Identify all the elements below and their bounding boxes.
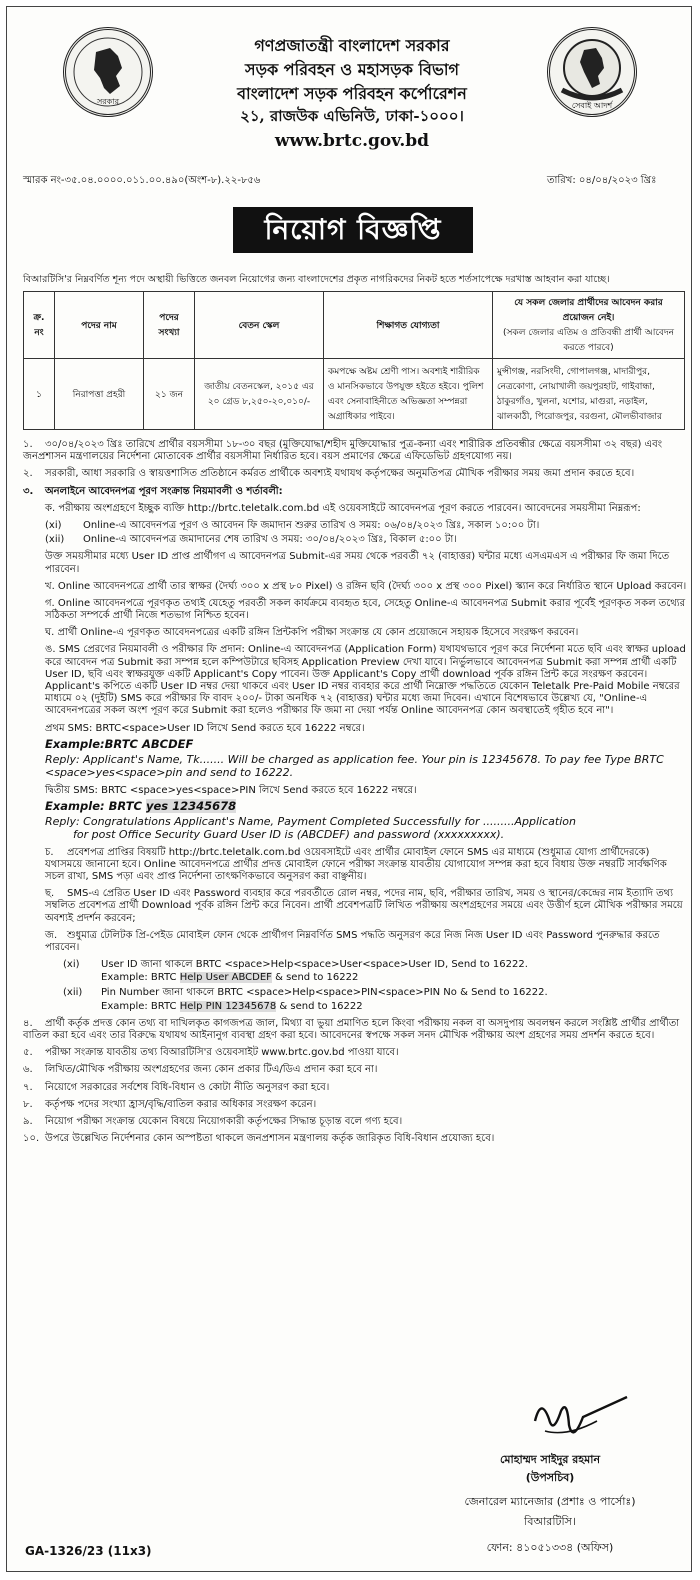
table-row (24, 359, 685, 430)
cell-post: নিরাপত্তা প্রহরী (55, 359, 144, 430)
memo-reference: স্মারক নং-৩৫.০৪.০০০০.০১১.০০.৪৯০(অংশ-৮).২২-৮৫৬ (23, 175, 261, 186)
th-qualification: শিক্ষাগত যোগ্যতা (324, 292, 493, 359)
th-post: পদের নাম (55, 292, 144, 359)
condition-text: নিয়োগে সরকারের সর্বশেষ বিধি-বিধান ও কোটা নীতি অনুসরণ করা হবে। (45, 1081, 330, 1093)
example-highlight: Help PIN 12345678 (179, 1000, 277, 1012)
rule-text: শুধুমাত্র টেলিটক প্রি-পেইড মোবাইল ফোন থেকে প্রার্থীগণ নিম্নবর্ণিত SMS পদ্ধতি অনুসরণ করে নিজ নিজ User ID এবং Password পুনরুদ্ধার করতে পারবেন। (45, 929, 660, 953)
example-first: Example:BRTC ABCDEF (45, 736, 194, 751)
recovery-xi (23, 959, 687, 971)
condition-text: প্রার্থী কর্তৃক প্রদত্ত কোন তথ্য বা দাখিলকৃত কাগজপত্র জাল, মিথ্যা বা ভুয়া প্রমাণিত হলে কিংবা পরীক্ষায় নকল বা অসদুপায় অবলম্বন করলে সংশ্লিষ্ট প্রার্থীর প্রার্থীতা বাতিল করা হবে এবং তার বিরুদ্ধে যথাযথ আইনানুগ ব্যবস্থা গ্রহণ করা হবে। আবেদনের স্বপক্ষে সকল সনদ মৌখিক পরীক্ষায় অংশ গ্রহণের সময় প্রদর্শন করতে হবে। (23, 1017, 680, 1042)
condition-number: ৮. (23, 1098, 33, 1110)
rule-b: খ. Online আবেদনপত্রে প্রার্থী তার স্বাক্ষর (দৈর্ঘ্য ৩০০ x প্রস্থ ৮০ Pixel) ও রঙ্গিন ছবি (দৈর্ঘ্য ৩০০ x প্রস্থ ৩০০ Pixel) স্ক্যান করে নির্ধারিত স্থানে Upload করবেন। (45, 580, 687, 592)
header-address: ২১, রাজউক এভিনিউ, ঢাকা-১০০০। (240, 107, 464, 125)
example-label: Example: BRTC (45, 798, 146, 813)
roman-number: (xi) (45, 519, 62, 531)
memo-date: তারিখ: ০৪/০৪/২০২৩ খ্রিঃ (547, 175, 657, 186)
rule-a-xii (23, 534, 687, 546)
condition-7 (23, 1082, 687, 1094)
condition-1 (23, 439, 687, 463)
condition-number: ৪. (23, 1017, 33, 1029)
example-label: Example: BRTC (101, 1000, 180, 1012)
condition-number: ৯. (23, 1115, 33, 1127)
th-serial: ক্র. নং (24, 292, 55, 359)
condition-text: লিখিত/মৌখিক পরীক্ষায় অংশগ্রহণের জন্য কোন প্রকার টিএ/ডিএ প্রদান করা হবে না। (45, 1064, 378, 1076)
condition-4 (23, 1018, 687, 1042)
th-districts (493, 292, 685, 359)
condition-3-title (23, 486, 687, 498)
condition-5 (23, 1047, 687, 1059)
table-header-row (24, 292, 685, 359)
conditions-body (23, 439, 687, 1150)
rule-text: Online-এ আবেদনপত্র জমাদানের শেষ তারিখ ও সময়: ৩০/০৪/২০২৩ খ্রিঃ, বিকাল ৫:০০ টা। (83, 534, 457, 546)
header-website: www.brtc.gov.bd (274, 131, 430, 151)
sms-second: দ্বিতীয় SMS: BRTC <space>yes<space>PIN লিখে Send করতে হবে 16222 নম্বরে। (45, 784, 417, 796)
posts-table (23, 291, 685, 430)
cell-scale: জাতীয় বেতনস্কেল, ২০১৫ এর ২০ গ্রেড ৮,২৫০-২০,০১০/- (195, 359, 324, 430)
condition-number: ১০. (23, 1133, 40, 1145)
rule-number: চ. (45, 846, 54, 858)
signatory-org: বিআরটিসি। (524, 1515, 576, 1528)
condition-6 (23, 1064, 687, 1076)
rule-number: ছ. (45, 888, 55, 900)
cell-districts: মুন্সীগঞ্জ, নরসিংদী, গোপালগঞ্জ, মাদারীপুর, নেত্রকোণা, নোয়াখালী জয়পুরহাট, গাইবান্ধা, ঠাকুরগাঁও, খুলনা, যশোর, মাগুরা, নড়াইল, ঝালকাঠী, পিরোজপুর, বরগুনা, মৌলভীবাজার (493, 359, 685, 430)
rule-chh (23, 888, 687, 925)
condition-text: উপরে উল্লেখিত নির্দেশনার কোন অস্পষ্টতা থাকলে জনপ্রশাসন মন্ত্রণালয় কর্তৃক জারিকৃত বিধি-বিধান প্রযোজ্য হবে। (45, 1133, 495, 1145)
signatory-designation: (উপসচিব) (525, 1471, 575, 1484)
condition-8 (23, 1099, 687, 1111)
signatory-name: মোহাম্মদ সাইদুর রহমান (499, 1453, 601, 1466)
th-count: পদের সংখ্যা (144, 292, 195, 359)
roman-number: (xii) (63, 987, 83, 999)
recovery-xi-example (23, 972, 687, 984)
reply-second: Reply: Congratulations Applicant's Name, Payment Completed Successfully for .........Application (45, 814, 576, 828)
header-division: সড়ক পরিবহন ও মহাসড়ক বিভাগ (245, 60, 459, 79)
rule-c: গ. Online আবেদনপত্রে পূরণকৃত তথ্যই যেহেতু পরবর্তী সকল কার্যক্রমে ব্যবহৃত হবে, সেহেতু Online-এ আবেদনপত্র Submit করার পূর্বেই পূরণকৃত সকল তথ্যের সঠিকতা সম্পর্কে প্রার্থী নিজে শতভাগ নিশ্চিত হবেন। (45, 597, 686, 622)
th-districts-note: (সকল জেলার এতিম ও প্রতিবন্ধী প্রার্থী আবেদন করতে পারবে) (502, 328, 675, 353)
job-circular-page (6, 6, 692, 1572)
cell-qualification: কমপক্ষে অষ্টম শ্রেণী পাস। অবশ্যই শারীরিক ও মানসিকভাবে উপযুক্ত হইতে হইবে। পুলিশ এবং সেনাবাহিনীতে অভিজ্ঞতা সম্পন্নরা অগ্রাধিকার পাইবে। (324, 359, 493, 430)
recovery-text: Pin Number জানা থাকলে BRTC <space>Help<space>PIN<space>PIN No & Send to 16222. (101, 987, 548, 999)
rule-a: ক. পরীক্ষায় অংশগ্রহণে ইচ্ছুক ব্যক্তি http://brtc.teletalk.com.bd এই ওয়েবসাইটে আবেদনপত্র পূরণ করতে পারবেন। আবেদনের সময়সীমা নিম্নরূপ: (45, 502, 641, 514)
recovery-xii (23, 987, 687, 999)
condition-text: সরকারী, আধা সরকারি ও স্বায়ত্তশাসিত প্রতিষ্ঠানে কর্মরত প্রার্থীকে অবশ্যই যথাযথ কর্তৃপক্ষের অনুমতিপত্র মৌখিক পরীক্ষার সময় জমা প্রদান করতে হবে। (45, 468, 635, 480)
example-highlight: Help User ABCDEF (179, 972, 272, 984)
rule-a-note: উক্ত সময়সীমার মধ্যে User ID প্রাপ্ত প্রার্থীগণ এ আবেদনপত্র Submit-এর সময় থেকে পরবর্তী ৭২ (বাহাত্তর) ঘন্টার মধ্যে এসএমএস এ পরীক্ষার ফি জমা দিতে পারবেন। (45, 551, 670, 575)
rule-j (23, 930, 687, 954)
rule-d: ঘ. প্রার্থী Online-এ পূরণকৃত আবেদনপত্রের একটি রঙ্গিন প্রিন্টকপি পরীক্ষা সংক্রান্ত যে কোন প্রয়োজনে সহায়ক হিসেবে সংরক্ষণ করবেন। (45, 627, 579, 639)
seal-right-caption: সেবাই আদর্শ (571, 101, 613, 110)
intro-text: বিআরটিসি'র নিম্নবর্ণিত শূন্য পদে অস্থায়ী ভিত্তিতে জনবল নিয়োগের জন্য বাংলাদেশের প্রকৃত নাগরিকদের নিকট হতে শর্তসাপেক্ষে দরখাস্ত আহবান করা যাচ্ছে। (23, 274, 610, 285)
rule-ch (23, 847, 687, 884)
signatory-phone: ফোন: ৪১০৫১৩৩৪ (অফিস) (486, 1541, 614, 1554)
roman-number: (xi) (63, 959, 80, 971)
rule-text: প্রবেশপত্র প্রাপ্তির বিষয়টি http://brtc.teletalk.com.bd ওয়েবসাইটে এবং প্রার্থীর মোবাইল ফোনে SMS এর মাধ্যমে (শুধুমাত্র যোগ্য প্রার্থীদেরকে) যথাসময়ে জানানো হবে। Online আবেদনপত্রে প্রার্থীর প্রদত্ত মোবাইল ফোনে পরীক্ষা সংক্রান্ত যাবতীয় যোগাযোগ সম্পন্ন করা হবে বিধায় উক্ত নম্বরটি সার্বক্ষণিক সচল রাখা, SMS পড়া এবং প্রাপ্ত নির্দেশনা তাৎক্ষণিকভাবে অনুসরণ করা বাঞ্ছনীয়। (45, 846, 667, 882)
header-government: গণপ্রজাতন্ত্রী বাংলাদেশ সরকার (254, 36, 450, 55)
rule-number: জ. (45, 929, 58, 941)
government-seal-logo (63, 27, 153, 117)
condition-number: ৭. (23, 1081, 33, 1093)
seal-left-caption: সরকার (96, 97, 119, 106)
th-scale: বেতন স্কেল (195, 292, 324, 359)
condition-number: ২. (23, 468, 33, 480)
roman-number: (xii) (45, 534, 65, 546)
example-highlight: yes 12345678 (145, 798, 237, 813)
condition-number: ৫. (23, 1047, 33, 1059)
rule-text: Online-এ আবেদনপত্র পূরণ ও আবেদন ফি জমাদান শুরুর তারিখ ও সময়: ০৬/০৪/২০২৩ খ্রিঃ, সকাল ১০:০০ টা। (83, 519, 540, 531)
condition-number: ৩. (23, 485, 34, 497)
condition-number: ৬. (23, 1064, 33, 1076)
recovery-text: User ID জানা থাকলে BRTC <space>Help<space>User<space>User ID, Send to 16222. (101, 959, 528, 971)
reply-second-cont: for post Office Security Guard User ID is (ABCDEF) and password (xxxxxxxxx). (73, 828, 505, 842)
signature-mark-icon (527, 1391, 637, 1449)
cell-serial: ১ (24, 359, 55, 430)
recovery-xii-example (23, 1001, 687, 1013)
example-second (23, 799, 687, 813)
condition-number: ১. (23, 439, 33, 450)
cell-count: ২১ জন (144, 359, 195, 430)
example-end: & send to 16222 (271, 972, 359, 984)
signatory-position: জেনারেল ম্যানেজার (প্রশাঃ ও পার্সোঃ) (464, 1495, 636, 1508)
condition-9 (23, 1116, 687, 1128)
condition-text: ৩০/০৪/২০২৩ খ্রিঃ তারিখে প্রার্থীর বয়সসীমা ১৮-৩০ বছর (মুক্তিযোদ্ধা/শহীদ মুক্তিযোদ্ধার পুত্র-কন্যা এবং শারীরিক প্রতিবন্ধীর ক্ষেত্রে বয়সসীমা ৩২ বছর) এবং জনপ্রশাসন মন্ত্রণালয়ের নির্দেশনা মোতাবেক প্রার্থীর বয়সসীমা নির্ধারিত হবে। বয়স প্রমাণের ক্ষেত্রে এফিডেভিট গ্রহণযোগ্য নয়। (23, 439, 663, 463)
rule-a-xi (23, 520, 687, 532)
condition-text: পরীক্ষা সংক্রান্ত যাবতীয় তথ্য বিআরটিসি'র ওয়েবসাইট www.brtc.gov.bd পাওয়া যাবে। (45, 1047, 399, 1059)
example-label: Example: BRTC (101, 972, 180, 984)
rule-text: SMS-এ প্রেরিত User ID এবং Password ব্যবহার করে পরবর্তীতে রোল নম্বর, পদের নাম, ছবি, পরীক্ষার তারিখ, সময় ও স্থানের/কেন্দ্রের নাম ইত্যাদি তথ্য সম্বলিত প্রবেশপত্র প্রার্থী Download পূর্বক রঙ্গিন প্রিন্ট করে নিবেন। প্রার্থী প্রবেশপত্রটি লিখিত পরীক্ষায় অংশগ্রহণের সময়ে এবং উত্তীর্ণ হলে মৌখিক পরীক্ষার সময়ে অবশ্যই প্রদর্শন করবেন; (45, 888, 683, 924)
sms-first: প্রথম SMS: BRTC<space>User ID লিখে Send করতে হবে 16222 নম্বরে। (45, 722, 365, 734)
reply-first: Reply: Applicant's Name, Tk....... Will be charged as application fee. Your pin is 12345678. To pay fee Type BRTC <space>yes<space>pin and send to 16222. (45, 752, 664, 780)
condition-text: কর্তৃপক্ষ পদের সংখ্যা হ্রাস/বৃদ্ধি/বাতিল করার অধিকার সংরক্ষণ করেন। (45, 1098, 317, 1110)
condition-text: অনলাইনে আবেদনপত্র পূরণ সংক্রান্ত নিয়মাবলী ও শর্তাবলী: (45, 485, 283, 497)
brtc-logo (547, 27, 637, 117)
rule-e: ঙ. SMS প্রেরণের নিয়মাবলী ও পরীক্ষার ফি প্রদান: Online-এ আবেদনপত্র (Application Form) যথাযথভাবে পূরণ করে নির্দেশনা মতে ছবি এবং স্বাক্ষর upload করে আবেদন পত্র Submit করা সম্পন্ন হলে কম্পিউটারে ছবিসহ Application Preview দেখা যাবে। নির্ভুলভাবে আবেদনপত্র Submit করা সম্পন্ন প্রার্থী একটি User ID, ছবি এবং স্বাক্ষরযুক্ত একটি Applicant's Copy পাবেন। উক্ত Applicant's Copy প্রার্থী download পূর্বক রঙ্গিন প্রিন্ট করে সংরক্ষণ করবেন। Applicant's কপিতে একটি User ID নম্বর দেয়া থাকবে এবং User ID নম্বর ব্যবহার করে প্রার্থী নিম্নোক্ত পদ্ধতিতে যেকোন Teletalk Pre-Paid Mobile নম্বরের মাধ্যমে ০২ (দুইটি) SMS করে পরীক্ষার ফি বাবদ ২০০/- টাকা অনধিক ৭২ (বাহাত্তর) ঘন্টার মধ্যে জমা দিবেন। এখানে বিশেষভাবে উল্লেখ্য যে, "Online-এ আবেদনপত্রের সকল অংশ পূরণ করে Submit করা হলেও পরীক্ষার ফি জমা না দেয়া পর্যন্ত Online আবেদনপত্র কোন অবস্থাতেই গৃহীত হবে না"। (45, 644, 686, 717)
notice-title: নিয়োগ বিজ্ঞপ্তি (233, 207, 473, 253)
footer-code: GA-1326/23 (11x3) (25, 1544, 152, 1558)
th-districts-title: যে সকল জেলার প্রার্থীদের আবেদন করার প্রয়োজন নেই। (514, 298, 663, 323)
condition-text: নিয়োগ পরীক্ষা সংক্রান্ত যেকোন বিষয়ে নিয়োগকারী কর্তৃপক্ষের সিদ্ধান্ত চূড়ান্ত বলে গণ্য হবে। (45, 1115, 403, 1127)
header-corporation: বাংলাদেশ সড়ক পরিবহন কর্পোরেশন (237, 84, 467, 103)
condition-2 (23, 468, 687, 480)
example-end: & send to 16222 (276, 1000, 363, 1012)
condition-10 (23, 1133, 687, 1145)
